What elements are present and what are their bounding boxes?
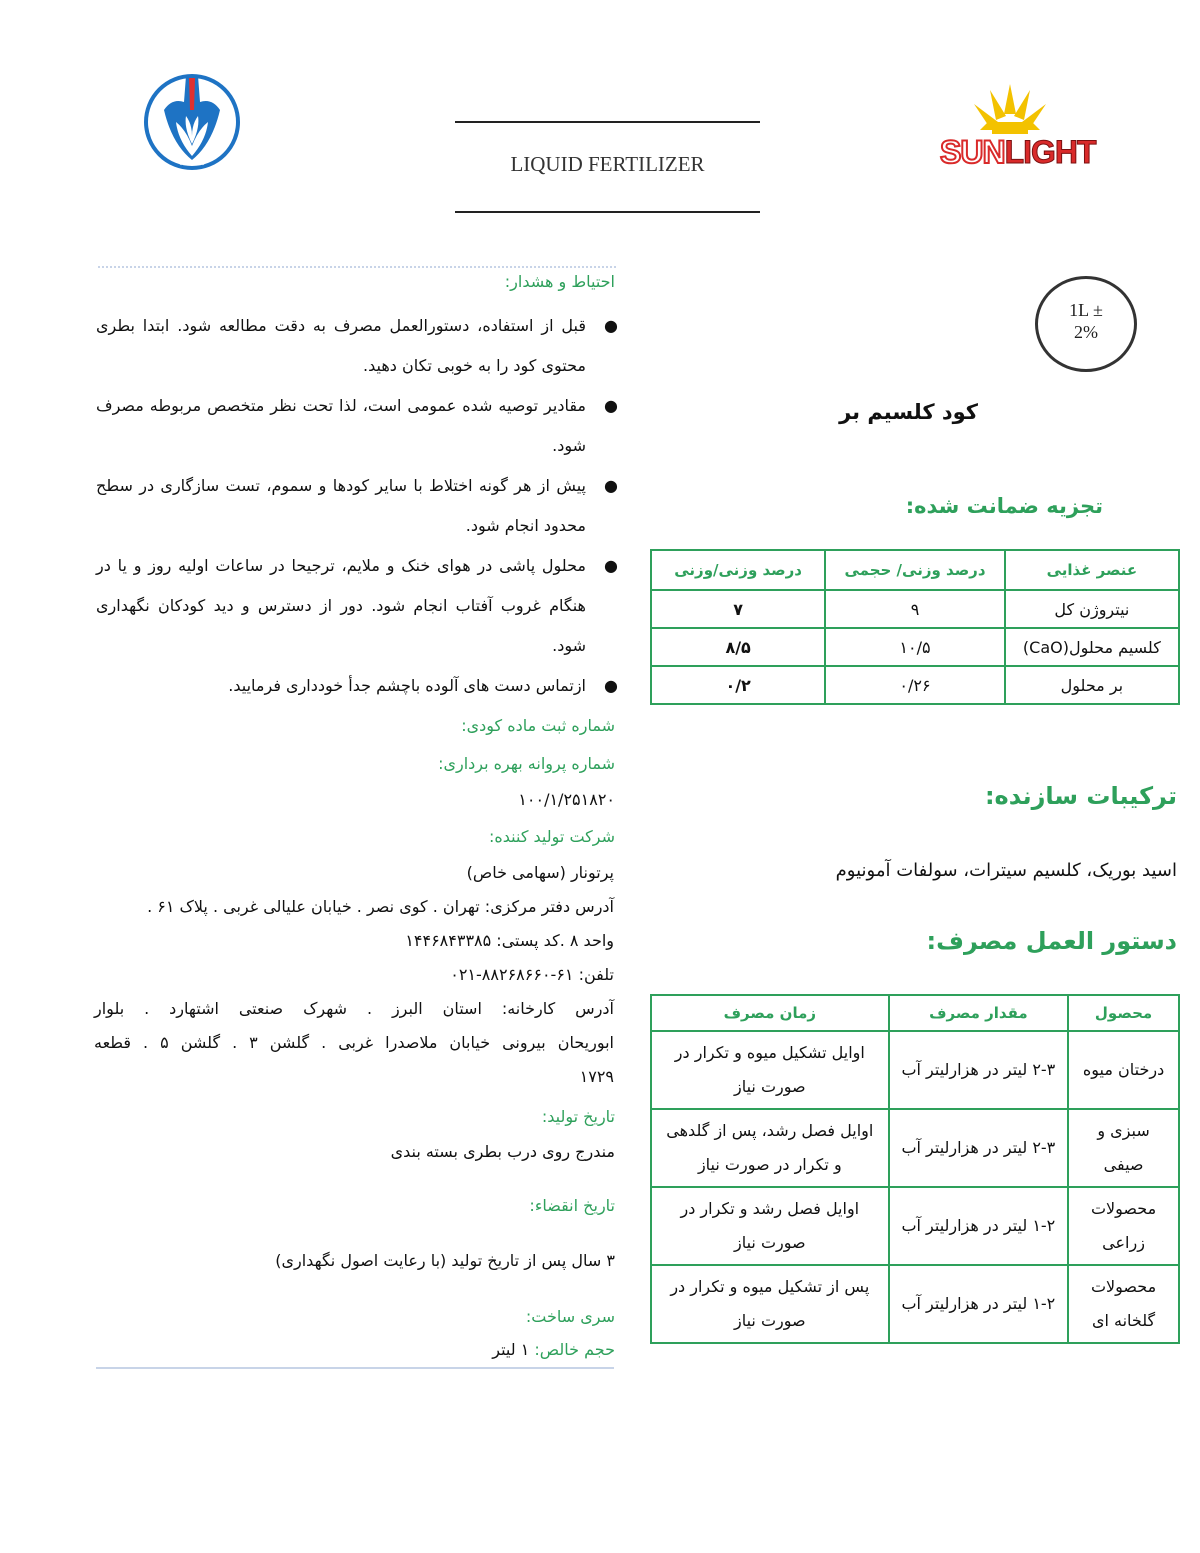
column-header: درصد وزنی/ حجمی — [825, 550, 1005, 590]
table-cell: اوایل فصل رشد و تکرار در صورت نیاز — [651, 1187, 889, 1265]
column-header: زمان مصرف — [651, 995, 889, 1031]
table-header-row — [651, 995, 1179, 1031]
column-header: عنصر غذایی — [1005, 550, 1179, 590]
office-address-postal: واحد ۸ .کد پستی: ۱۴۴۶۸۴۳۳۸۵ — [405, 931, 614, 950]
column-header: مقدار مصرف — [889, 995, 1069, 1031]
license-value: ۱۰۰/۱/۲۵۱۸۲۰ — [518, 790, 615, 809]
table-cell: ۱-۲ لیتر در هزارلیتر آب — [889, 1187, 1069, 1265]
table-header-row — [651, 550, 1179, 590]
table-cell: ۸/۵ — [651, 628, 825, 666]
table-cell: ۷ — [651, 590, 825, 628]
usage-heading: دستور العمل مصرف: — [926, 927, 1177, 955]
company-logo-icon — [142, 70, 242, 170]
table-cell: بر محلول — [1005, 666, 1179, 704]
column-header: محصول — [1068, 995, 1179, 1031]
factory-address: آدرس کارخانه: استان البرز . شهرک صنعتی اشتهارد . بلوار — [94, 999, 614, 1018]
net-volume-value: ۱ لیتر — [492, 1340, 530, 1359]
table-cell: ۰/۲۶ — [825, 666, 1005, 704]
page-title: LIQUID FERTILIZER — [510, 152, 705, 176]
warnings-list — [96, 306, 618, 706]
table-row — [651, 590, 1179, 628]
list-item: ● ازتماس دست های آلوده باچشم جدأ خودداری فرمایید. — [228, 676, 618, 695]
column-header: درصد وزنی/وزنی — [651, 550, 825, 590]
table-row — [651, 1031, 1179, 1109]
section-divider — [98, 266, 616, 268]
table-cell: ۱۰/۵ — [825, 628, 1005, 666]
table-cell: ۱-۲ لیتر در هزارلیتر آب — [889, 1265, 1069, 1343]
production-date-label: تاریخ تولید: — [541, 1107, 615, 1126]
manufacturer-name: پرتونار (سهامی خاص) — [466, 863, 614, 882]
batch-label: سری ساخت: — [525, 1307, 615, 1326]
warning-text: مقادیر توصیه شده عمومی است، لذا تحت نظر متخصص مربوطه مصرف شود. — [96, 396, 586, 455]
phone: تلفن: ۶۱-۸۸۲۶۸۶۶۰-۰۲۱ — [450, 965, 614, 984]
table-cell: ۲-۳ لیتر در هزارلیتر آب — [889, 1031, 1069, 1109]
analysis-heading: تجزیه ضمانت شده: — [905, 494, 1103, 518]
table-row — [651, 628, 1179, 666]
table-cell: نیتروژن کل — [1005, 590, 1179, 628]
warning-text: ازتماس دست های آلوده باچشم جدأ خودداری فرمایید. — [228, 676, 586, 695]
brand-logo — [940, 74, 1096, 174]
warning-text: محلول پاشی در هوای خنک و ملایم، ترجیحا در ساعات اولیه روز و یا در هنگام غروب آفتاب انجام شود. دور از دسترس و دید کودکان نگهداری شود. — [96, 556, 586, 655]
expiry-date-value: ۳ سال پس از تاریخ تولید (با رعایت اصول نگهداری) — [275, 1251, 615, 1270]
table-cell: ۲-۳ لیتر در هزارلیتر آب — [889, 1109, 1069, 1187]
license-label: شماره پروانه بهره برداری: — [438, 754, 615, 773]
office-address: آدرس دفتر مرکزی: تهران . کوی نصر . خیابان علیالی غربی . پلاک ۶۱ . — [147, 897, 614, 916]
table-cell: ۹ — [825, 590, 1005, 628]
ingredients-heading: ترکیبات سازنده: — [984, 782, 1177, 810]
list-item: ● قبل از استفاده، دستورالعمل مصرف به دقت مطالعه شود. ابتدا بطری محتوی کود را به خوبی تکان دهید. — [96, 316, 618, 375]
table-row — [651, 666, 1179, 704]
volume-badge — [1035, 276, 1137, 372]
company-logo — [142, 70, 242, 170]
table-cell: درختان میوه — [1068, 1031, 1179, 1109]
table-cell: اوایل فصل رشد، پس از گلدهی و تکرار در صورت نیاز — [651, 1109, 889, 1187]
net-volume — [492, 1340, 615, 1359]
usage-table — [650, 994, 1180, 1344]
table-cell: کلسیم محلول(CaO) — [1005, 628, 1179, 666]
manufacturer-label: شرکت تولید کننده: — [489, 827, 615, 846]
volume-badge-line1: 1L ± — [1069, 300, 1103, 320]
net-volume-label: حجم خالص: — [534, 1340, 615, 1359]
table-row — [651, 1187, 1179, 1265]
table-cell: محصولات گلخانه ای — [1068, 1265, 1179, 1343]
warning-text: قبل از استفاده، دستورالعمل مصرف به دقت مطالعه شود. ابتدا بطری محتوی کود را به خوبی تکان دهید. — [96, 316, 586, 375]
production-date-value: مندرج روی درب بطری بسته بندی — [390, 1142, 615, 1161]
bottom-divider — [96, 1367, 614, 1369]
table-cell: ۰/۲ — [651, 666, 825, 704]
factory-address: ابوریحان بیرونی خیابان ملاصدرا غربی . گلشن ۳ . گلشن ۵ . قطعه — [94, 1033, 615, 1052]
brand-logo-text: SUNLIGHT — [940, 134, 1096, 170]
table-cell: اوایل تشکیل میوه و تکرار در صورت نیاز — [651, 1031, 889, 1109]
factory-address: ۱۷۲۹ — [579, 1067, 614, 1086]
analysis-table — [650, 549, 1180, 705]
volume-badge-line2: 2% — [1074, 322, 1098, 342]
table-cell: پس از تشکیل میوه و تکرار در صورت نیاز — [651, 1265, 889, 1343]
table-cell: محصولات زراعی — [1068, 1187, 1179, 1265]
list-item: ● مقادیر توصیه شده عمومی است، لذا تحت نظر متخصص مربوطه مصرف شود. — [96, 396, 618, 455]
table-row — [651, 1109, 1179, 1187]
ingredients-text: اسید بوریک، کلسیم سیترات، سولفات آمونیوم — [835, 860, 1177, 881]
table-cell: سبزی و صیفی — [1068, 1109, 1179, 1187]
header-rule-bottom — [455, 211, 760, 213]
warning-text: پیش از هر گونه اختلاط با سایر کودها و سموم، تست سازگاری در سطح محدود انجام شود. — [96, 476, 586, 535]
registration-label: شماره ثبت ماده کودی: — [461, 716, 615, 735]
list-item: ● محلول پاشی در هوای خنک و ملایم، ترجیحا در ساعات اولیه روز و یا در هنگام غروب آفتاب انجام شود. دور از دسترس و دید کودکان نگهداری شود. — [96, 556, 618, 655]
table-row — [651, 1265, 1179, 1343]
warnings-heading: احتیاط و هشدار: — [504, 272, 615, 291]
manufacturer-block — [94, 856, 614, 1094]
product-name: کود کلسیم بر — [839, 400, 978, 424]
list-item: ● پیش از هر گونه اختلاط با سایر کودها و سموم، تست سازگاری در سطح محدود انجام شود. — [96, 476, 618, 535]
header-rule-top — [455, 121, 760, 123]
expiry-date-label: تاریخ انقضاء: — [529, 1196, 615, 1215]
